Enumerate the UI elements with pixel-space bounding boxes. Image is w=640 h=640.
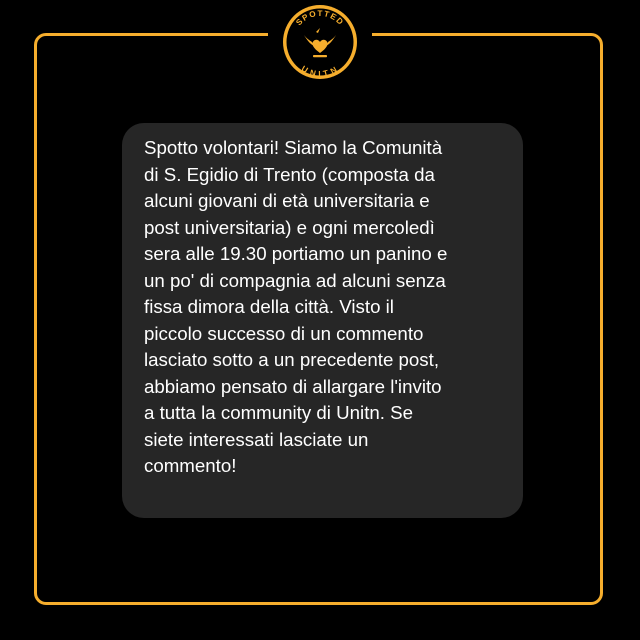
message-line: post universitaria) e ogni mercoledì bbox=[144, 216, 435, 238]
message-line: piccolo successo di un commento bbox=[144, 322, 424, 344]
message-line: di S. Egidio di Trento (composta da bbox=[144, 163, 435, 185]
message-line: un po' di compagnia ad alcuni senza bbox=[144, 269, 446, 291]
message-bubble bbox=[122, 123, 523, 518]
logo-top-text: SPOTTED bbox=[294, 8, 346, 28]
message-line: fissa dimora della città. Visto il bbox=[144, 296, 394, 317]
message-line: Spotto volontari! Siamo la Comunità bbox=[144, 137, 443, 158]
message-line: commento! bbox=[144, 455, 237, 476]
message-line: alcuni giovani di età universitaria e bbox=[144, 190, 430, 211]
message-line: sera alle 19.30 portiamo un panino e bbox=[144, 243, 448, 264]
message-line: siete interessati lasciate un bbox=[144, 428, 369, 450]
spotted-unitn-logo bbox=[280, 2, 360, 82]
message-line: lasciato sotto a un precedente post, bbox=[144, 349, 440, 370]
message-text bbox=[144, 135, 503, 480]
logo-bottom-text: UNITN bbox=[299, 64, 341, 79]
message-line: a tutta la community di Unitn. Se bbox=[144, 402, 414, 423]
message-line: abbiamo pensato di allargare l'invito bbox=[144, 375, 442, 397]
